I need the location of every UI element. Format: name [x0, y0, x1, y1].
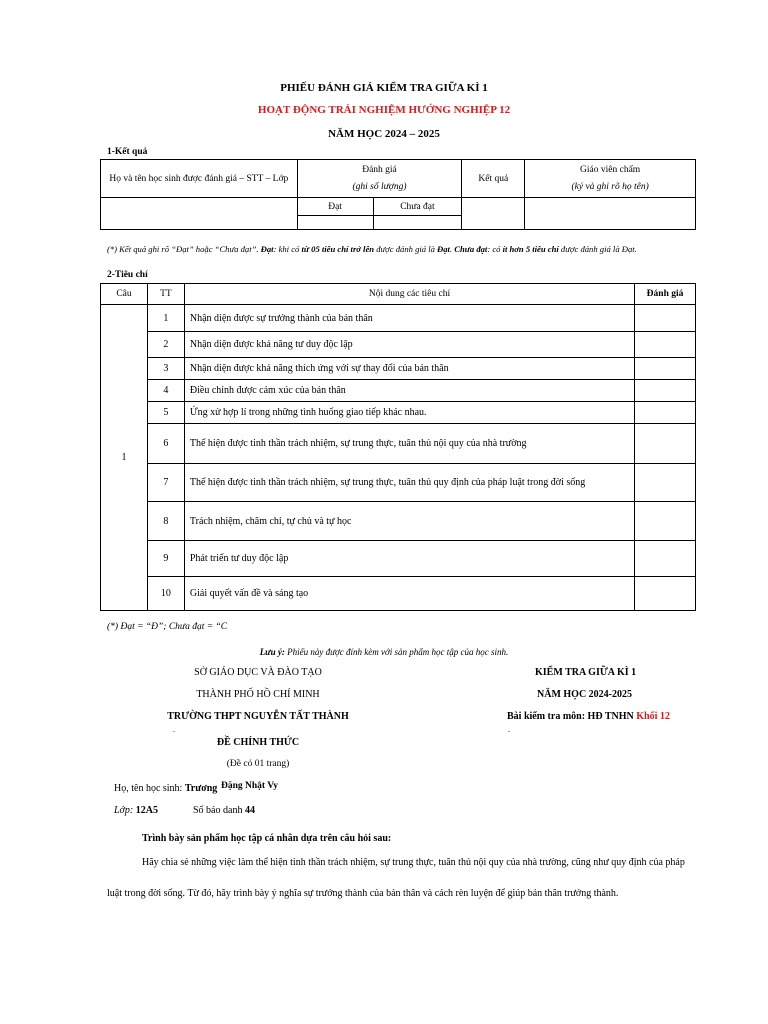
criteria-row	[101, 464, 696, 502]
criteria-eval-cell[interactable]	[635, 305, 696, 332]
criteria-row	[101, 577, 696, 611]
criteria-row	[101, 305, 696, 332]
criteria-text: Thể hiện được tinh thần trách nhiệm, sự trung thực, tuân thủ quy định của pháp luật trong đời sống	[184, 464, 634, 502]
school-year: NĂM HỌC 2024 – 2025	[328, 128, 440, 140]
criteria-tt: 5	[147, 402, 184, 424]
criteria-tt: 10	[147, 577, 184, 611]
dat-count-cell[interactable]	[297, 216, 373, 230]
student-cell[interactable]	[101, 198, 298, 230]
criteria-text: Trách nhiệm, chăm chỉ, tự chủ và tự học	[184, 502, 634, 541]
exam-title: KIỂM TRA GIỮA KÌ 1	[535, 667, 637, 678]
criteria-eval-cell[interactable]	[635, 424, 696, 464]
criteria-table	[100, 283, 696, 611]
question-line2: luật trong đời sống. Từ đó, hãy trình bày ý nghĩa sự trưởng thành của bản thân và cách rèn luyện để giúp bản thân trưởng thành.	[107, 888, 619, 899]
col-eval-label: Đánh giá	[362, 165, 397, 175]
criteria-text: Phát triển tư duy độc lập	[184, 541, 634, 577]
criteria-text: Nhận diện được sự trưởng thành của bản thân	[184, 305, 634, 332]
criteria-row	[101, 358, 696, 380]
student-name-rest: Đặng Nhật Vy	[221, 781, 279, 791]
criteria-text: Điều chỉnh được cảm xúc của bản thân	[184, 380, 634, 402]
col-tt-header: TT	[147, 284, 184, 305]
class-row: Lớp: 12A5	[114, 805, 158, 816]
cau-cell: 1	[101, 305, 148, 611]
criteria-row	[101, 502, 696, 541]
criteria-row	[101, 541, 696, 577]
col-content-header: Nội dung các tiêu chí	[184, 284, 634, 305]
chua-dat-count-cell[interactable]	[373, 216, 462, 230]
page-count: (Đề có 01 trang)	[226, 759, 290, 769]
criteria-eval-cell[interactable]	[635, 464, 696, 502]
criteria-row	[101, 380, 696, 402]
criteria-text: Ứng xử hợp lí trong những tình huống giao tiếp khác nhau.	[184, 402, 634, 424]
sub-dat-header: Đạt	[297, 198, 373, 216]
form-title: PHIẾU ĐÁNH GIÁ KIỂM TRA GIỮA KÌ 1	[280, 82, 488, 94]
col-teacher-note: (ký và ghi rõ họ tên)	[571, 182, 649, 192]
exam-subject: Bài kiểm tra môn: HĐ TNHN Khối 12	[507, 711, 670, 722]
official-label: ĐỀ CHÍNH THỨC	[216, 737, 300, 748]
criteria-eval-cell[interactable]	[635, 380, 696, 402]
col-teacher-header	[525, 160, 696, 198]
teacher-cell[interactable]	[525, 198, 696, 230]
result-note: (*) Kết quả ghi rõ “Đạt” hoặc “Chưa đạt”. Đạt: khi có từ 05 tiêu chí trở lên được đánh giá là Đạt. Chưa đạt: có ít hơn 5 tiêu chí được đánh giá là Đạt.	[107, 244, 637, 254]
criteria-tt: 4	[147, 380, 184, 402]
col-teacher-label: Giáo viên chấm	[580, 165, 641, 175]
section2-title: 2-Tiêu chí	[107, 270, 148, 280]
result-cell[interactable]	[462, 198, 525, 230]
col-eval-header	[297, 160, 462, 198]
department-line1: SỞ GIÁO DỤC VÀ ĐÀO TẠO	[194, 667, 322, 678]
criteria-tt: 3	[147, 358, 184, 380]
criteria-row	[101, 424, 696, 464]
criteria-tt: 7	[147, 464, 184, 502]
criteria-eval-cell[interactable]	[635, 332, 696, 358]
criteria-eval-cell[interactable]	[635, 358, 696, 380]
criteria-tt: 9	[147, 541, 184, 577]
result-table	[100, 159, 696, 230]
col-cau-header: Câu	[101, 284, 148, 305]
criteria-row	[101, 332, 696, 358]
criteria-row	[101, 402, 696, 424]
criteria-tt: 8	[147, 502, 184, 541]
dot-mark-left: .	[173, 725, 175, 734]
criteria-eval-cell[interactable]	[635, 502, 696, 541]
criteria-text: Giải quyết vấn đề và sáng tạo	[184, 577, 634, 611]
dot-mark-right: .	[508, 725, 510, 734]
criteria-eval-cell[interactable]	[635, 402, 696, 424]
question-line1: Hãy chia sẻ những việc làm thể hiện tinh thần trách nhiệm, sự trung thực, tuân thủ nội quy của nhà trường, cũng như quy định của pháp	[142, 857, 685, 868]
criteria-text: Nhận diện được khả năng tư duy độc lập	[184, 332, 634, 358]
criteria-eval-cell[interactable]	[635, 541, 696, 577]
criteria-tt: 6	[147, 424, 184, 464]
criteria-eval-cell[interactable]	[635, 577, 696, 611]
col-eval-header: Đánh giá	[635, 284, 696, 305]
student-name-row: Họ, tên học sinh: Trương	[114, 783, 218, 794]
exam-year: NĂM HỌC 2024-2025	[537, 689, 632, 700]
col-result-header: Kết quả	[462, 160, 525, 198]
criteria-text: Thể hiện được tinh thần trách nhiệm, sự trung thực, tuân thủ nội quy của nhà trường	[184, 424, 634, 464]
rating-note: (*) Đạt = “Đ”; Chưa đạt = “C	[107, 622, 228, 632]
criteria-text: Nhận diện được khả năng thích ứng với sự thay đổi của bản thân	[184, 358, 634, 380]
col-student-header: Họ và tên học sinh được đánh giá – STT – Lớp	[101, 160, 298, 198]
school-name: TRƯỜNG THPT NGUYỄN TẤT THÀNH	[167, 711, 349, 722]
criteria-tt: 1	[147, 305, 184, 332]
sbd-row: Số báo danh 44	[193, 805, 255, 816]
criteria-tt: 2	[147, 332, 184, 358]
form-subject: HOẠT ĐỘNG TRẢI NGHIỆM HƯỚNG NGHIỆP 12	[257, 104, 511, 116]
col-eval-note: (ghi số lượng)	[352, 182, 407, 192]
section1-title: 1-Kết quả	[107, 147, 148, 157]
sub-chua-dat-header: Chưa đạt	[373, 198, 462, 216]
question-title: Trình bày sản phẩm học tập cá nhân dựa trên câu hỏi sau:	[142, 833, 392, 844]
luu-y-note: Lưu ý: Phiếu này được đính kèm với sản phẩm học tập của học sinh.	[259, 647, 509, 657]
department-line2: THÀNH PHỐ HỒ CHÍ MINH	[196, 689, 320, 700]
